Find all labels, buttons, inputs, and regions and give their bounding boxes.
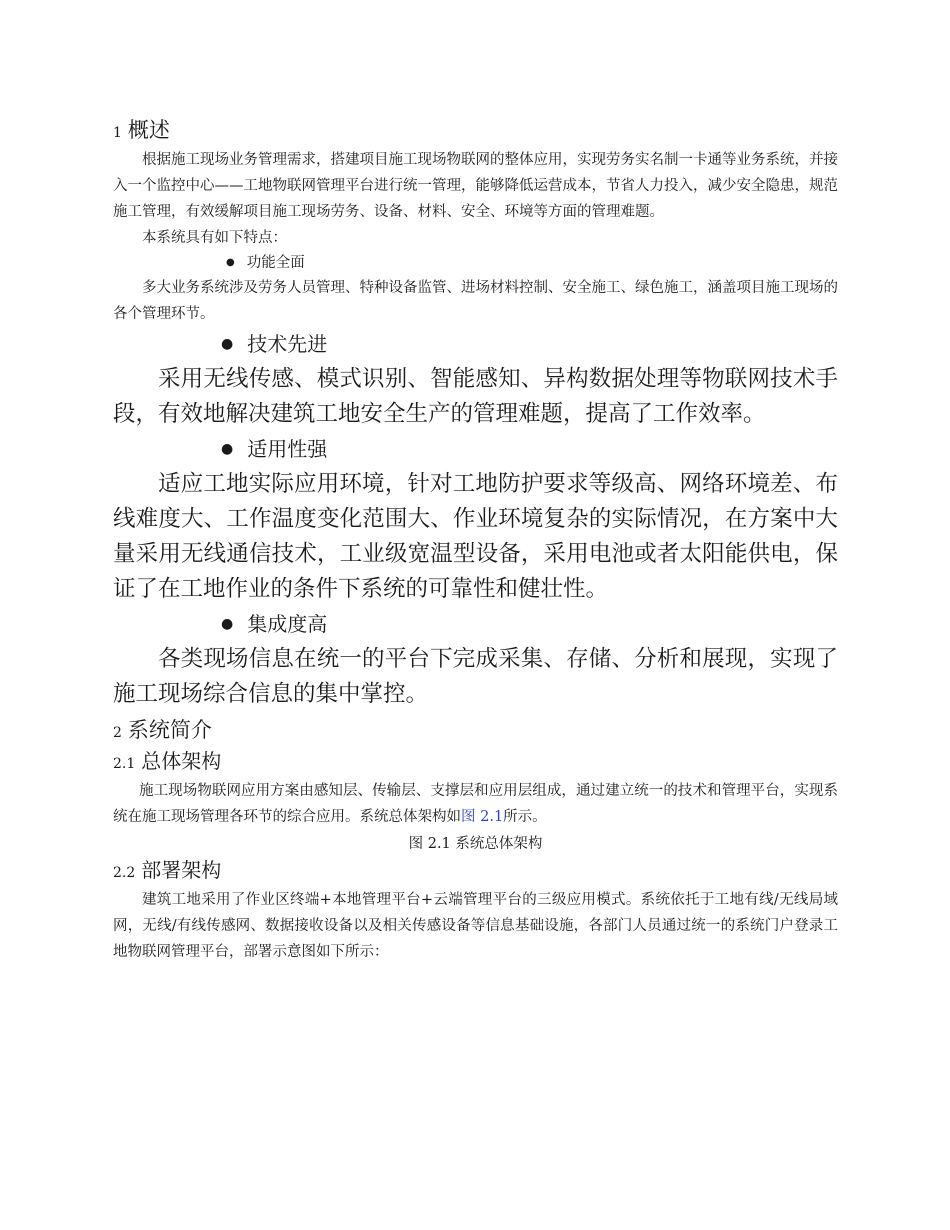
section-1-number: 1 — [113, 125, 122, 141]
document-content — [113, 112, 838, 965]
section-2-title: 系统简介 — [127, 718, 212, 742]
feature-2-description: 采用无线传感、模式识别、智能感知、异构数据处理等物联网技术手段，有效地解决建筑工地安全生产的管理难题，提高了工作效率。 — [113, 366, 838, 427]
section-2-1-paragraph — [113, 778, 838, 830]
feature-3-heading — [113, 432, 838, 467]
section-2-2-title: 部署架构 — [141, 858, 222, 882]
figure-2-1-link[interactable]: 图 2.1 — [461, 809, 504, 825]
figure-2-1-caption: 图 2.1 系统总体架构 — [408, 836, 543, 852]
section-1-title: 概述 — [127, 118, 170, 142]
section-2-2-heading — [113, 856, 838, 887]
bullet-icon: ● — [226, 257, 235, 268]
feature-2-heading — [113, 327, 838, 362]
section-2-1-title: 总体架构 — [141, 749, 222, 773]
feature-1-description: 多大业务系统涉及劳务人员管理、特种设备监管、进场材料控制、安全施工、绿色施工，涵盖项目施工现场的各个管理环节。 — [113, 280, 838, 322]
feature-4-title: 集成度高 — [247, 612, 328, 636]
section-2-number: 2 — [113, 725, 122, 741]
section-2-1-text-before: 施工现场物联网应用方案由感知层、传输层、支撑层和应用层组成，通过建立统一的技术和管理平台，实现系统在施工现场管理各环节的综合应用。系统总体架构如 — [113, 783, 838, 825]
feature-1-title: 功能全面 — [246, 255, 305, 271]
section-2-heading — [113, 716, 838, 747]
feature-1-heading — [113, 251, 838, 275]
section-1-features-lead: 本系统具有如下特点： — [142, 230, 287, 246]
feature-2-title: 技术先进 — [247, 332, 328, 356]
section-2-1-text-after: 所示。 — [503, 809, 547, 825]
section-1-intro-paragraph: 根据施工现场业务管理需求，搭建项目施工现场物联网的整体应用，实现劳务实名制一卡通等业务系统，并接入一个监控中心——工地物联网管理平台进行统一管理，能够降低运营成本，节省人力投入，减少安全隐患，规范施工管理，有效缓解项目施工现场劳务、设备、材料、安全、环境等方面的管理难题。 — [113, 152, 838, 220]
section-2-2-paragraph: 建筑工地采用了作业区终端+本地管理平台+云端管理平台的三级应用模式。系统依托于工地有线/无线局域网，无线/有线传感网、数据接收设备以及相关传感设备等信息基础设施，各部门人员通过统一的系统门户登录工地物联网管理平台，部署示意图如下所示： — [113, 892, 838, 960]
feature-4-description: 各类现场信息在统一的平台下完成采集、存储、分析和展现，实现了施工现场综合信息的集中掌控。 — [113, 646, 838, 707]
section-2-1-number: 2.1 — [113, 756, 136, 772]
section-2-1-heading — [113, 747, 838, 778]
feature-3-title: 适用性强 — [247, 437, 328, 461]
bullet-icon: ● — [221, 336, 234, 352]
feature-4-heading — [113, 607, 838, 642]
bullet-icon: ● — [221, 616, 234, 632]
section-1-heading — [113, 116, 838, 147]
feature-3-description: 适应工地实际应用环境，针对工地防护要求等级高、网络环境差、布线难度大、工作温度变化范围大、作业环境复杂的实际情况，在方案中大量采用无线通信技术，工业级宽温型设备，采用电池或者太阳能供电，保证了在工地作业的条件下系统的可靠性和健壮性。 — [113, 471, 838, 602]
bullet-icon: ● — [221, 441, 234, 457]
section-2-2-number: 2.2 — [113, 865, 136, 881]
